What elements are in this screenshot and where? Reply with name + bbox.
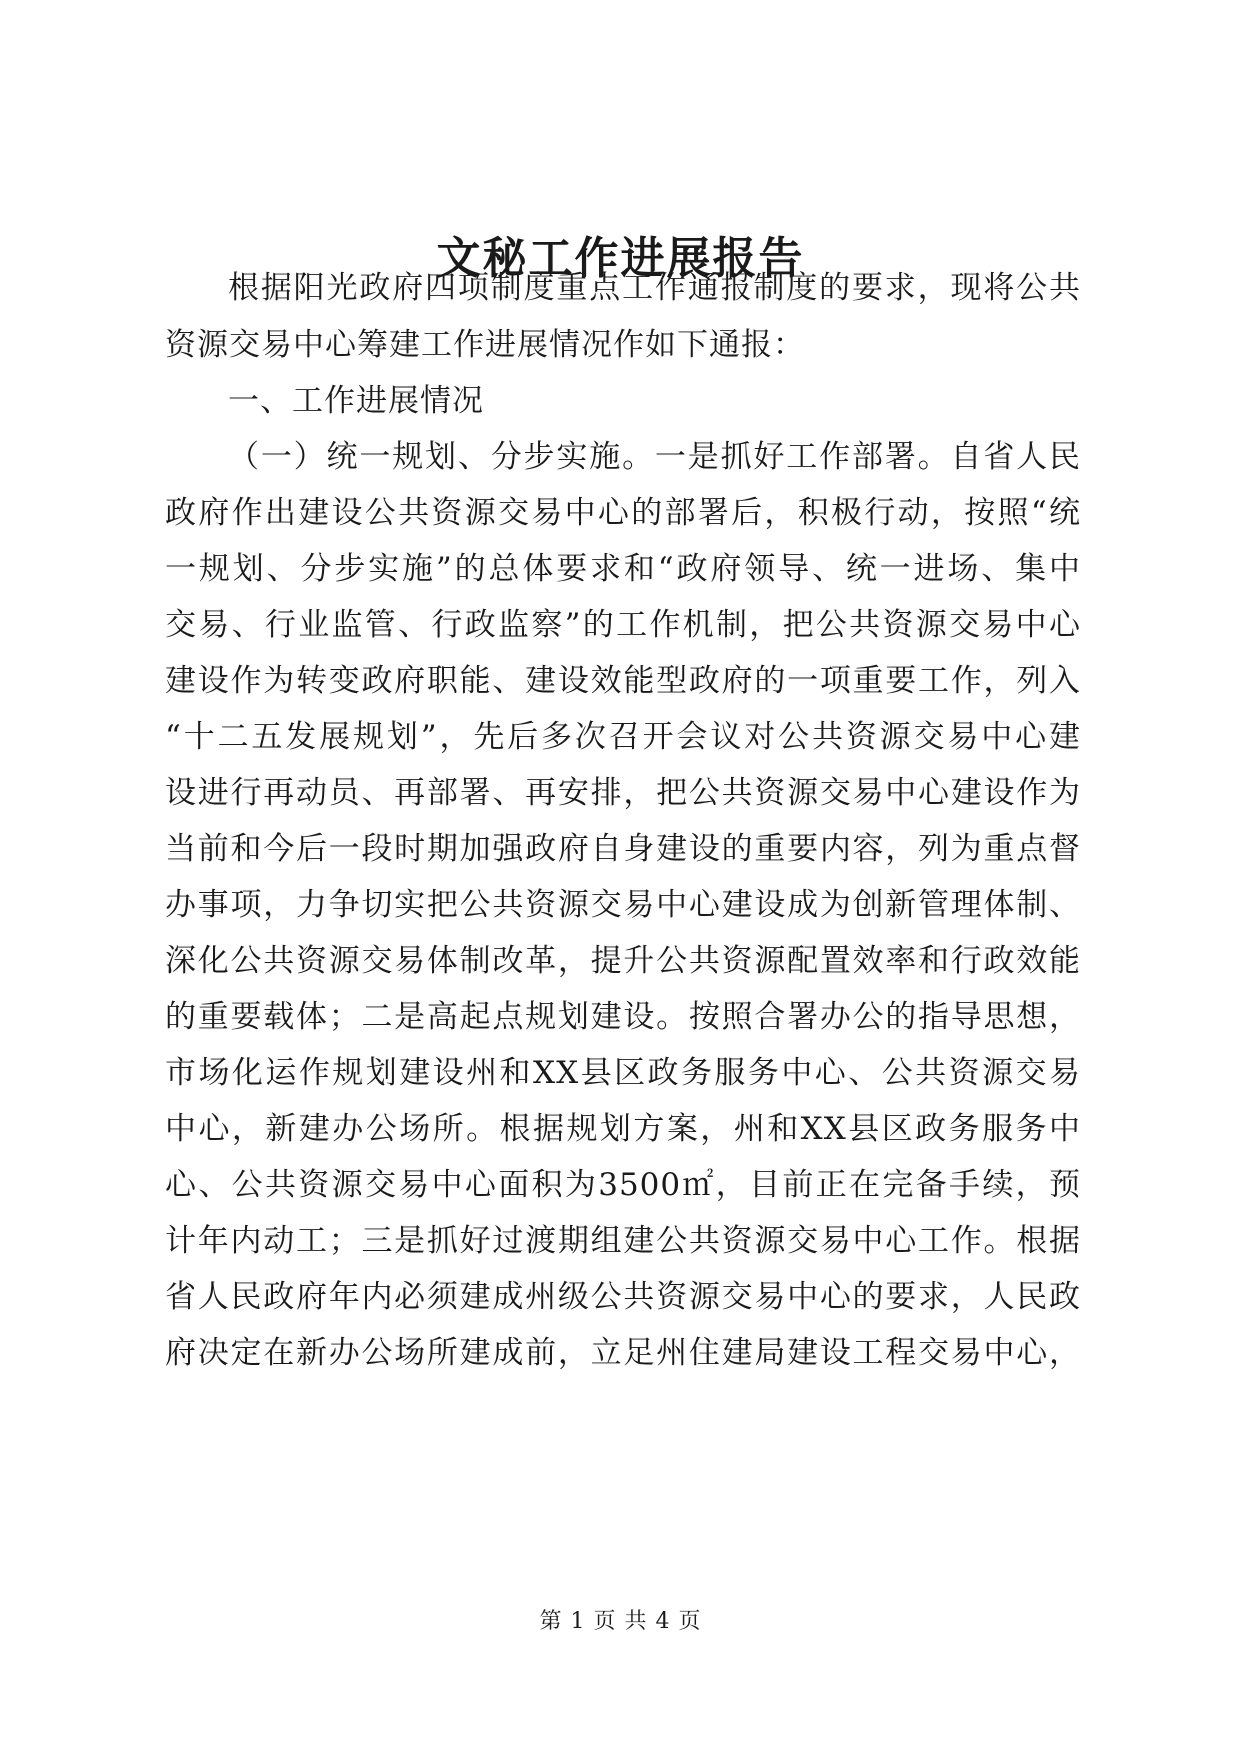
paragraph-line: 政府作出建设公共资源交易中心的部署后，积极行动，按照“统: [165, 495, 1081, 531]
paragraph-line: 当前和今后一段时期加强政府自身建设的重要内容，列为重点督: [165, 831, 1081, 867]
paragraph-line: 一规划、分步实施”的总体要求和“政府领导、统一进场、集中: [165, 551, 1081, 587]
paragraph-line: 交易、行业监管、行政监察”的工作机制，把公共资源交易中心: [165, 607, 1081, 643]
paragraph-line: 省人民政府年内必须建成州级公共资源交易中心的要求，人民政: [165, 1279, 1081, 1315]
paragraph-line: 资源交易中心筹建工作进展情况作如下通报：: [165, 327, 805, 363]
paragraph-line: 的重要载体；二是高起点规划建设。按照合署办公的指导思想，: [165, 999, 1081, 1035]
page-footer: 第 1 页 共 4 页: [539, 1609, 702, 1634]
paragraph-line: 市场化运作规划建设州和XX县区政务服务中心、公共资源交易: [165, 1055, 1081, 1091]
paragraph-line: 根据阳光政府四项制度重点工作通报制度的要求，现将公共: [228, 270, 1081, 306]
paragraph-line: 建设作为转变政府职能、建设效能型政府的一项重要工作，列入: [165, 663, 1081, 699]
document-title: 文秘工作进展报告: [436, 233, 805, 284]
paragraph-line: 中心，新建办公场所。根据规划方案，州和XX县区政务服务中: [165, 1111, 1081, 1147]
paragraph-line: （一）统一规划、分步实施。一是抓好工作部署。自省人民: [228, 439, 1081, 475]
section-heading: 一、工作进展情况: [228, 383, 484, 419]
paragraph-line: 深化公共资源交易体制改革，提升公共资源配置效率和行政效能: [165, 943, 1081, 979]
paragraph-line: 心、公共资源交易中心面积为3500㎡，目前正在完备手续，预: [165, 1167, 1081, 1203]
paragraph-line: “十二五发展规划”，先后多次召开会议对公共资源交易中心建: [165, 719, 1081, 755]
paragraph-line: 设进行再动员、再部署、再安排，把公共资源交易中心建设作为: [165, 775, 1081, 811]
paragraph-line: 府决定在新办公场所建成前，立足州住建局建设工程交易中心，: [165, 1335, 1081, 1371]
paragraph-line: 计年内动工；三是抓好过渡期组建公共资源交易中心工作。根据: [165, 1223, 1081, 1259]
paragraph-line: 办事项，力争切实把公共资源交易中心建设成为创新管理体制、: [165, 887, 1081, 923]
